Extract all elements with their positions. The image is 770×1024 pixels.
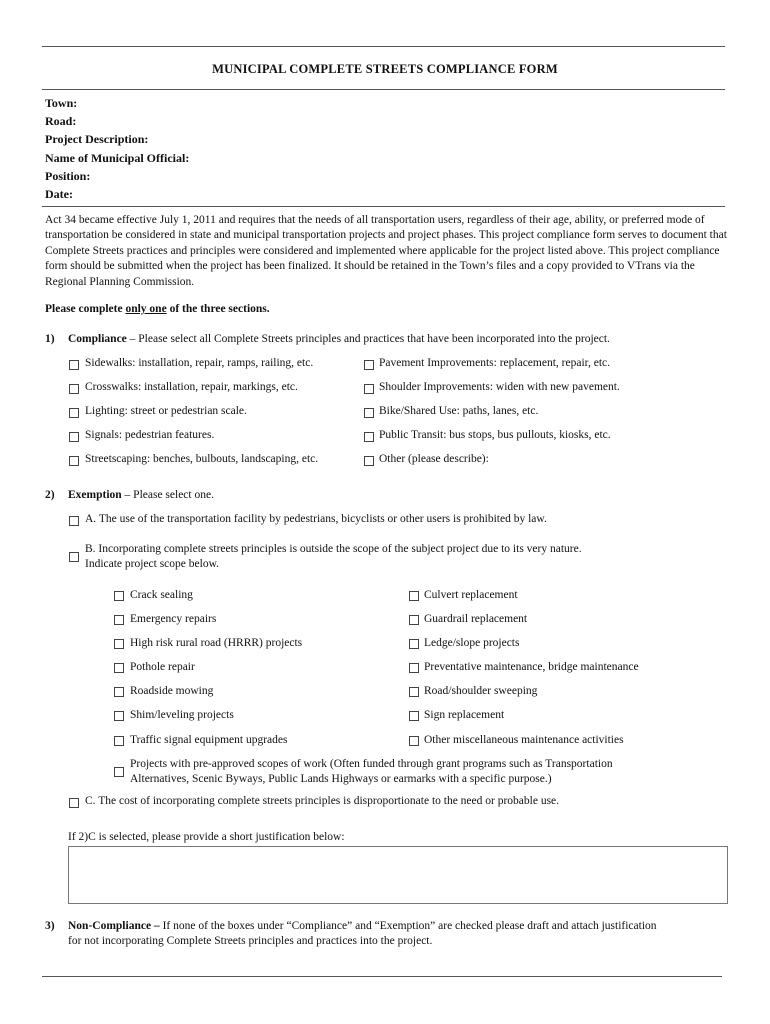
exemption-a-text: A. The use of the transportation facility by pedestrians, bicyclists or other users is prohibited by law.: [85, 513, 547, 525]
instruction: [45, 303, 270, 315]
checkbox-traffic-signal[interactable]: [114, 736, 124, 746]
checkbox-other[interactable]: [364, 456, 374, 466]
exemption-b-text-2: Indicate project scope below.: [85, 558, 220, 570]
title-rule: [42, 89, 725, 90]
checkbox-mowing[interactable]: [114, 687, 124, 697]
checkbox-preapproved[interactable]: [114, 767, 124, 777]
checkbox-shim[interactable]: [114, 711, 124, 721]
scope-sweeping: Road/shoulder sweeping: [424, 685, 538, 697]
scope-traffic-signal: Traffic signal equipment upgrades: [130, 734, 288, 746]
exemption-c-text: C. The cost of incorporating complete streets principles is disproportionate to the need or probable use.: [85, 795, 560, 807]
section3-desc: If none of the boxes under “Compliance” and “Exemption” are checked please draft and attach justification: [159, 920, 657, 932]
checkbox-shoulder[interactable]: [364, 384, 374, 394]
scope-emergency-repairs: Emergency repairs: [130, 613, 217, 625]
checkbox-crack-sealing[interactable]: [114, 591, 124, 601]
option-streetscaping: Streetscaping: benches, bulbouts, landscaping, etc.: [85, 453, 319, 465]
scope-crack-sealing: Crack sealing: [130, 589, 193, 601]
scope-guardrail: Guardrail replacement: [424, 613, 528, 625]
checkbox-exemption-b[interactable]: [69, 552, 79, 562]
section3-desc-2: for not incorporating Complete Streets principles and practices into the project.: [68, 935, 433, 947]
section1-heading-line: [68, 333, 610, 345]
checkbox-hrrr[interactable]: [114, 639, 124, 649]
field-road[interactable]: Road:: [45, 114, 77, 128]
instruction-pre: Please complete: [45, 303, 126, 315]
section2-number: 2): [45, 489, 55, 501]
justification-label: If 2)C is selected, please provide a short justification below:: [68, 831, 345, 843]
bottom-rule: [42, 976, 722, 977]
checkbox-transit[interactable]: [364, 432, 374, 442]
field-town[interactable]: Town:: [45, 96, 78, 110]
scope-mowing: Roadside mowing: [130, 685, 214, 697]
option-crosswalks: Crosswalks: installation, repair, markings, etc.: [85, 381, 298, 393]
scope-preventative: Preventative maintenance, bridge maintenance: [424, 661, 639, 673]
exemption-b-text: B. Incorporating complete streets principles is outside the scope of the subject project due to its very nature.: [85, 543, 582, 555]
checkbox-signals[interactable]: [69, 432, 79, 442]
option-lighting: Lighting: street or pedestrian scale.: [85, 405, 247, 417]
instruction-emph: only one: [125, 303, 167, 315]
section3-heading-line: [68, 920, 657, 932]
checkbox-emergency-repairs[interactable]: [114, 615, 124, 625]
justification-box[interactable]: [68, 846, 728, 904]
checkbox-pavement[interactable]: [364, 360, 374, 370]
checkbox-guardrail[interactable]: [409, 615, 419, 625]
scope-ledge: Ledge/slope projects: [424, 637, 520, 649]
checkbox-ledge[interactable]: [409, 639, 419, 649]
scope-preapproved-2: Alternatives, Scenic Byways, Public Lands Highways or earmarks with a specific purpose.): [130, 773, 552, 785]
checkbox-preventative[interactable]: [409, 663, 419, 673]
field-project-description[interactable]: Project Description:: [45, 132, 149, 146]
field-position[interactable]: Position:: [45, 169, 91, 183]
section3-heading: Non-Compliance –: [68, 920, 160, 932]
scope-hrrr: High risk rural road (HRRR) projects: [130, 637, 303, 649]
option-other: Other (please describe):: [379, 453, 489, 465]
option-shoulder: Shoulder Improvements: widen with new pavement.: [379, 381, 620, 393]
section2-desc: – Please select one.: [121, 489, 214, 501]
scope-culvert: Culvert replacement: [424, 589, 518, 601]
option-pavement: Pavement Improvements: replacement, repair, etc.: [379, 357, 611, 369]
intro-paragraph: Act 34 became effective July 1, 2011 and requires that the needs of all transportation users, regardless of their age, ability, or preferred mode of transportation be considered in state and municipal transportation projects and project phases. This project compliance form serves to document that Complete Streets practices and principles were considered and implemented where applicable for the project listed above. This project compliance form should be submitted when the project has been finalized. It should be retained in the Town’s files and a copy provided to VTrans via the Regional Planning Commission.: [45, 214, 727, 288]
section1-number: 1): [45, 333, 55, 345]
checkbox-sidewalks[interactable]: [69, 360, 79, 370]
checkbox-lighting[interactable]: [69, 408, 79, 418]
field-date[interactable]: Date:: [45, 187, 73, 201]
section2-heading-line: [68, 489, 214, 501]
field-municipal-official[interactable]: Name of Municipal Official:: [45, 151, 190, 165]
checkbox-bike[interactable]: [364, 408, 374, 418]
scope-other-maintenance: Other miscellaneous maintenance activities: [424, 734, 624, 746]
option-signals: Signals: pedestrian features.: [85, 429, 215, 441]
option-transit: Public Transit: bus stops, bus pullouts, kiosks, etc.: [379, 429, 611, 441]
scope-pothole: Pothole repair: [130, 661, 195, 673]
section1-heading: Compliance: [68, 333, 127, 345]
page-title: MUNICIPAL COMPLETE STREETS COMPLIANCE FORM: [212, 62, 558, 76]
checkbox-sweeping[interactable]: [409, 687, 419, 697]
checkbox-pothole[interactable]: [114, 663, 124, 673]
scope-preapproved: Projects with pre-approved scopes of work (Often funded through grant programs such as Transportation: [130, 758, 613, 770]
checkbox-crosswalks[interactable]: [69, 384, 79, 394]
checkbox-streetscaping[interactable]: [69, 456, 79, 466]
scope-sign: Sign replacement: [424, 709, 505, 721]
checkbox-exemption-a[interactable]: [69, 516, 79, 526]
checkbox-sign[interactable]: [409, 711, 419, 721]
section2-heading: Exemption: [68, 489, 122, 501]
top-rule: [42, 46, 725, 47]
section3-number: 3): [45, 920, 55, 932]
checkbox-exemption-c[interactable]: [69, 798, 79, 808]
checkbox-culvert[interactable]: [409, 591, 419, 601]
checkbox-other-maintenance[interactable]: [409, 736, 419, 746]
section1-desc: – Please select all Complete Streets principles and practices that have been incorporated into the project.: [126, 333, 610, 345]
instruction-post: of the three sections.: [166, 303, 270, 315]
scope-shim: Shim/leveling projects: [130, 709, 234, 721]
option-bike: Bike/Shared Use: paths, lanes, etc.: [379, 405, 539, 417]
option-sidewalks: Sidewalks: installation, repair, ramps, railing, etc.: [85, 357, 314, 369]
fields-rule: [42, 206, 725, 207]
